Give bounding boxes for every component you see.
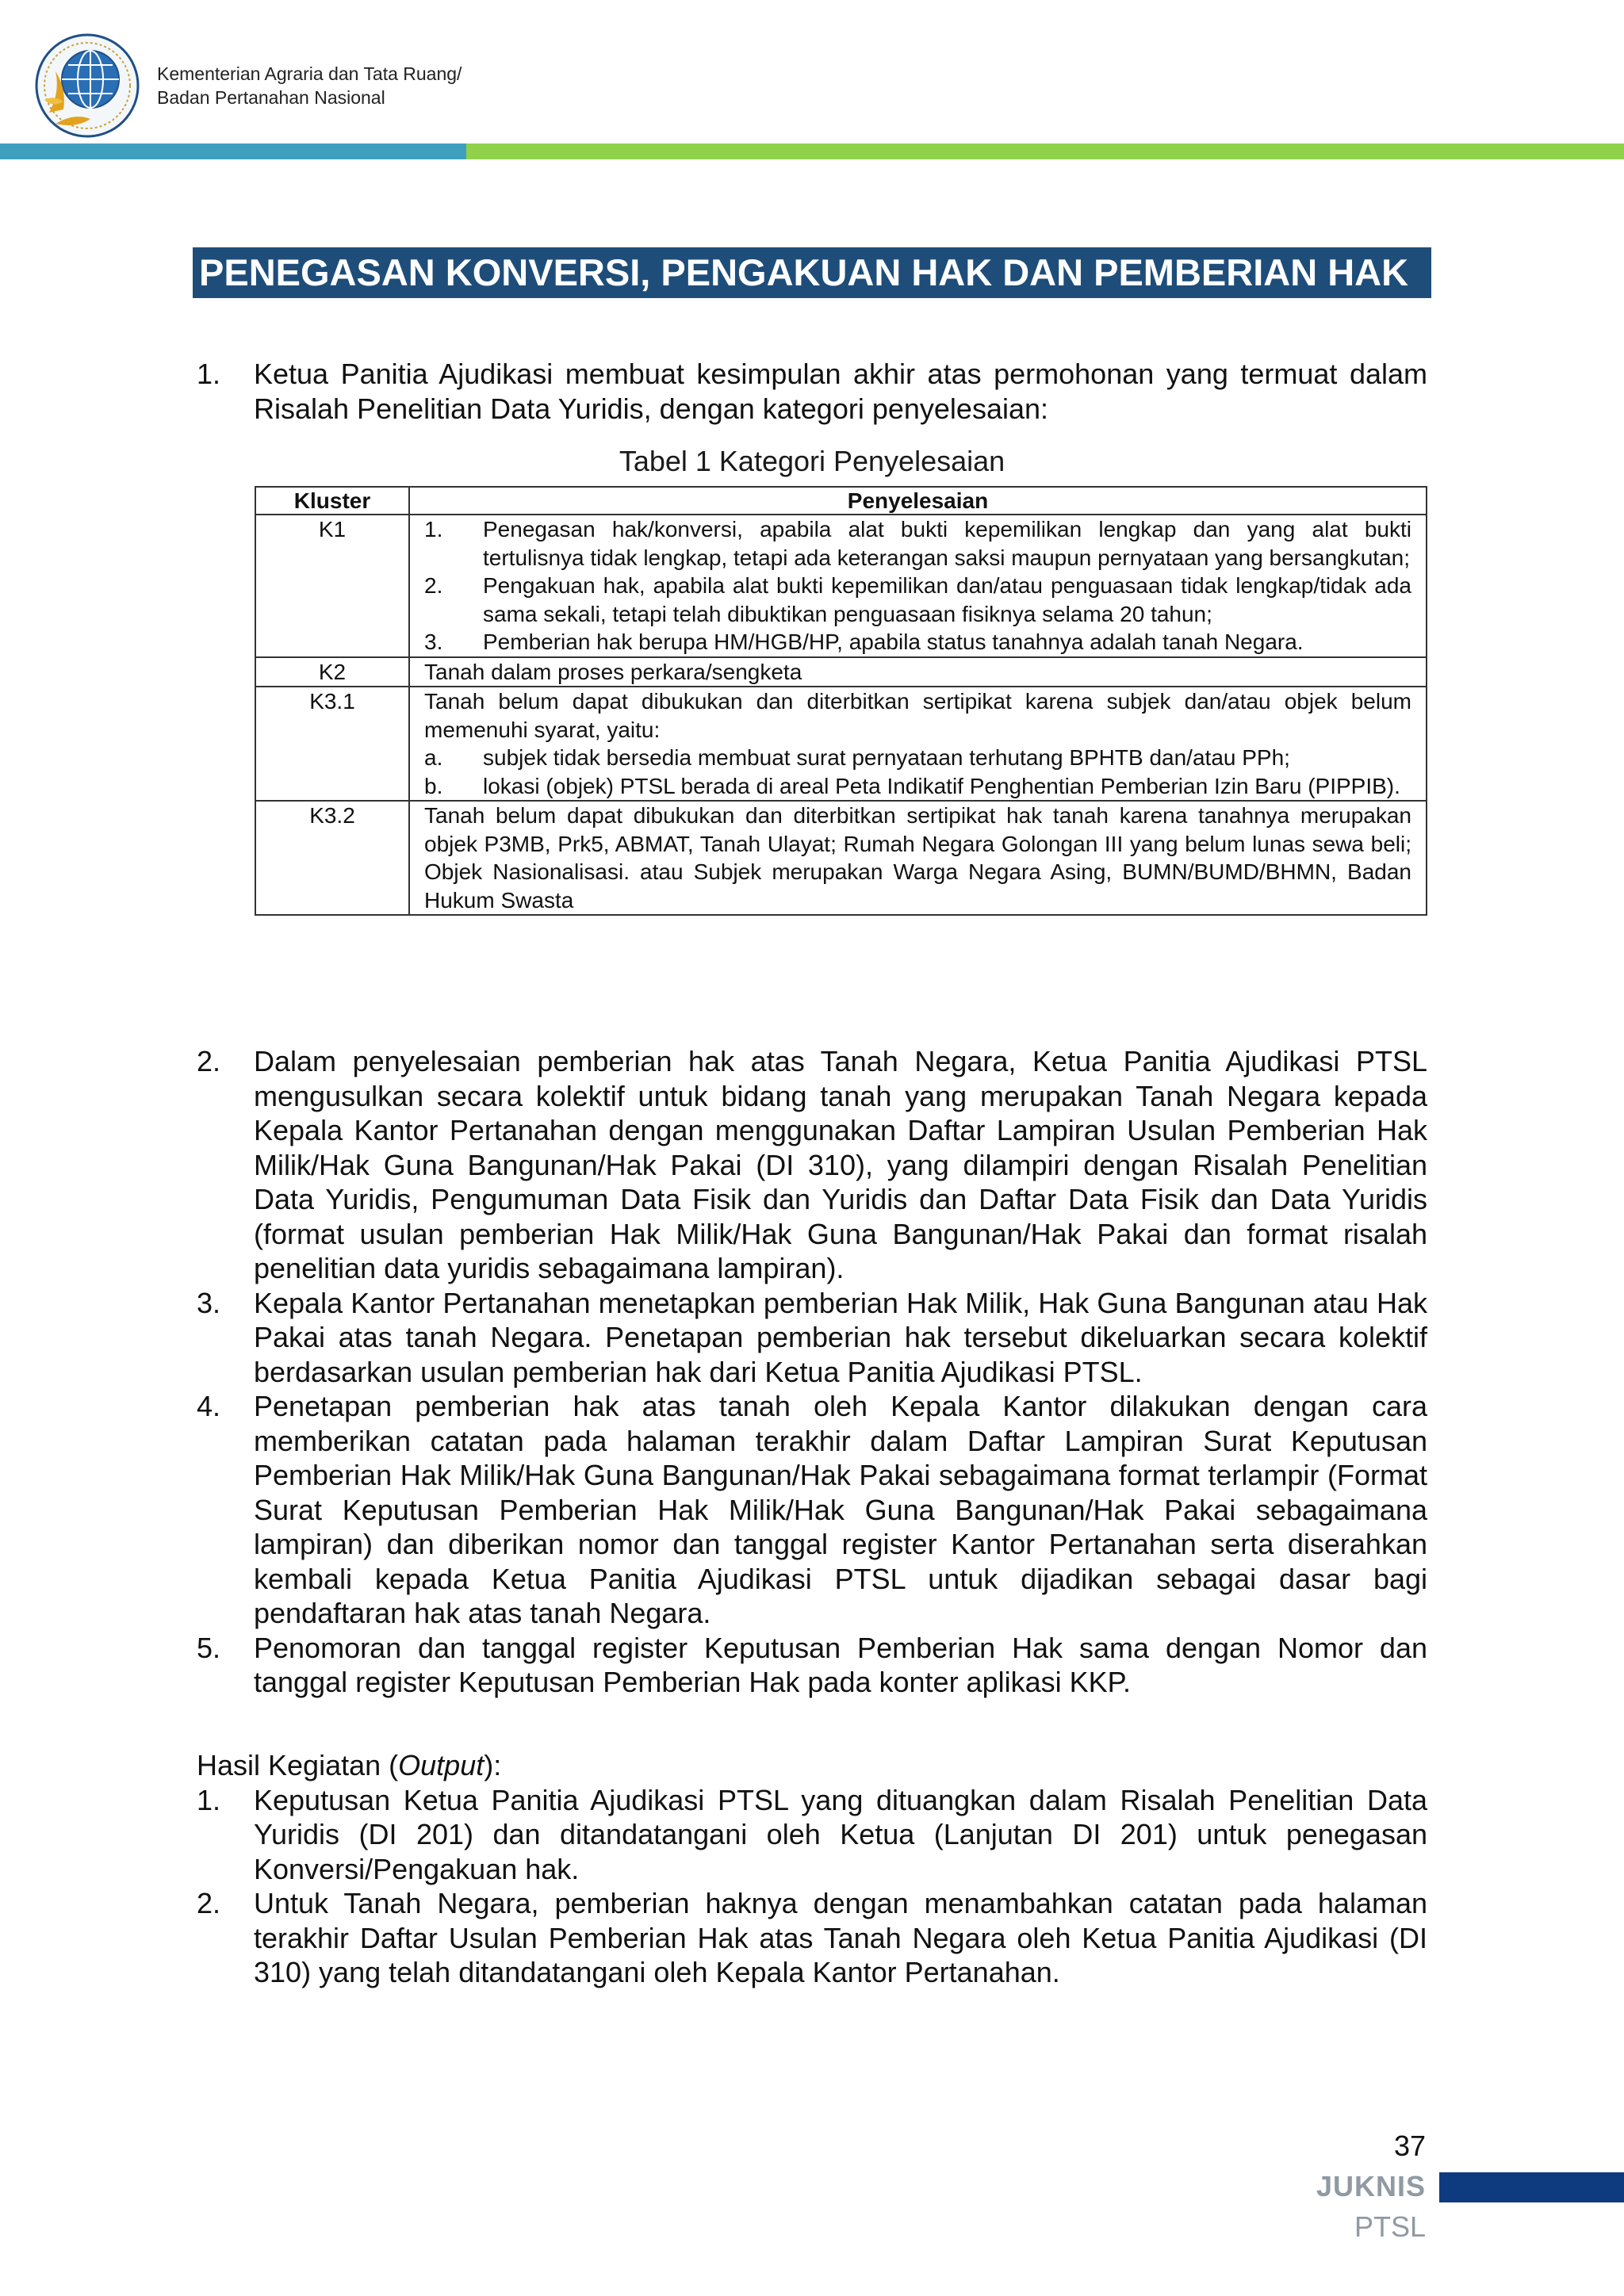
item-text: Ketua Panitia Ajudikasi membuat kesimpulan akhir atas permohonan yang termuat dalam Risalah Penelitian Data Yuridis, dengan kategori penyelesaian: [254,358,1427,425]
item-text: Kepala Kantor Pertanahan menetapkan pemberian Hak Milik, Hak Guna Bangunan atau Hak Pakai atas tanah Negara. Penetapan pemberian hak tersebut dikeluarkan secara kolektif berdasarkan usulan pemberian hak dari Ketua Panitia Ajudikasi PTSL. [254,1286,1427,1388]
table-header-row [255,487,1427,515]
item-text: Dalam penyelesaian pemberian hak atas Tanah Negara, Ketua Panitia Ajudikasi PTSL mengusulkan secara kolektif untuk bidang tanah yang merupakan Tanah Negara kepada Kepala Kantor Pertanahan dengan menggunakan Daftar Lampiran Usulan Pemberian Hak Milik/Hak Guna Bangunan/Hak Pakai (DI 310), yang dilampiri dengan Risalah Penelitian Data Yuridis, Pengumuman Data Fisik dan Yuridis dan Daftar Data Fisik dan Data Yuridis (format usulan pemberian Hak Milik/Hak Guna Bangunan/Hak Pakai dan format risalah penelitian data yuridis sebagaimana lampiran). [254,1045,1427,1284]
list-item [424,572,1411,628]
list-item-text: lokasi (objek) PTSL berada di areal Peta Indikatif Penghentian Pemberian Izin Baru (PIPPIB). [483,773,1400,798]
item-1 [197,357,1427,426]
footer-juknis: JUKNIS [1316,2170,1426,2202]
list-item [197,1044,1427,1286]
list-item [197,1886,1427,1990]
penyelesaian-cell: Tanah dalam proses perkara/sengketa [409,657,1427,687]
table-caption: Tabel 1 Kategori Penyelesaian [619,445,1005,477]
list-item [197,1783,1427,1887]
item-number: 2. [197,1887,221,1919]
col-header-penyelesaian: Penyelesaian [409,487,1427,515]
item-text: Penomoran dan tanggal register Keputusan Pemberian Hak sama dengan Nomor dan tanggal register Keputusan Pemberian Hak pada konter aplikasi KKP. [254,1631,1427,1698]
table-row [255,657,1427,687]
header-band-green [466,144,1624,159]
item-number: 1. [197,358,221,390]
kluster-cell: K3.1 [255,687,409,801]
item-number: 1. [197,1783,221,1816]
section-title: PENEGASAN KONVERSI, PENGAKUAN HAK DAN PEMBERIAN HAK [193,247,1431,298]
footer-bar [1439,2172,1624,2202]
list-item [197,1389,1427,1631]
output-heading [197,1748,1427,1783]
kluster-cell: K1 [255,515,409,657]
header-org-line-2: Badan Pertanahan Nasional [157,87,385,108]
list-item [424,772,1411,801]
list-item-text: Penegasan hak/konversi, apabila alat bukti kepemilikan lengkap dan yang alat bukti tertulisnya tidak lengkap, tetapi ada keterangan saksi maupun pernyataan yang bersangkutan; [483,517,1411,570]
item-text: Penetapan pemberian hak atas tanah oleh Kepala Kantor dilakukan dengan cara memberikan catatan pada halaman terakhir dalam Daftar Lampiran Surat Keputusan Pemberian Hak Milik/Hak Guna Bangunan/Hak Pakai sebagaimana format terlampir (Format Surat Keputusan Pemberian Hak Milik/Hak Guna Bangunan/Hak Pakai sebagaimana lampiran) dan diberikan nomor dan tanggal register Kantor Pertanahan serta diserahkan kembali kepada Ketua Panitia Ajudikasi PTSL untuk dijadikan sebagai dasar bagi pendaftaran hak atas tanah Negara. [254,1390,1427,1629]
item-number: 3. [197,1286,221,1319]
list-item [424,628,1411,656]
list-item-text: Pengakuan hak, apabila alat bukti kepemilikan dan/atau penguasaan tidak lengkap/tidak ada sama sekali, tetapi telah dibuktikan penguasaan fisiknya selama 20 tahun; [483,573,1411,626]
footer-ptsl: PTSL [1354,2210,1426,2243]
item-number: 5. [197,1631,221,1664]
output-section [197,1748,1427,1990]
table-row [255,687,1427,801]
list-item-number: 2. [424,573,443,598]
ministry-logo-icon [32,30,143,141]
table-row [255,515,1427,657]
list-item-number: 1. [424,517,443,541]
list-item [197,1286,1427,1390]
list-item-number: b. [424,773,443,798]
list-item [424,515,1411,572]
list-item-text: subjek tidak bersedia membuat surat pernyataan terhutang BPHTB dan/atau PPh; [483,745,1290,770]
output-heading-italic: Output [398,1749,485,1781]
header-band-blue [0,144,466,159]
item-text: Keputusan Ketua Panitia Ajudikasi PTSL yang dituangkan dalam Risalah Penelitian Data Yuridis (DI 201) dan ditandatangani oleh Ketua (Lanjutan DI 201) untuk penegasan Konversi/Pengakuan hak. [254,1783,1427,1885]
list-item [197,1631,1427,1700]
penyelesaian-cell [409,515,1427,657]
list-item-number: 3. [424,629,443,654]
penyelesaian-cell [409,687,1427,801]
list-item [424,744,1411,772]
penyelesaian-cell: Tanah belum dapat dibukukan dan diterbitkan sertipikat hak tanah karena tanahnya merupakan objek P3MB, Prk5, ABMAT, Tanah Ulayat; Rumah Negara Golongan III yang belum lunas sewa beli; Objek Nasionalisasi. atau Subjek merupakan Warga Negara Asing, BUMN/BUMD/BHMN, Badan Hukum Swasta [409,801,1427,915]
output-heading-suffix: ): [484,1749,502,1781]
list-item-text: Pemberian hak berupa HM/HGB/HP, apabila status tanahnya adalah tanah Negara. [483,629,1304,654]
cell-intro-text: Tanah belum dapat dibukukan dan diterbitkan sertipikat karena subjek dan/atau objek belum memenuhi syarat, yaitu: [424,689,1411,742]
table-row [255,801,1427,915]
category-table [255,486,1427,916]
kluster-cell: K2 [255,657,409,687]
page-number: 37 [1393,2130,1426,2162]
kluster-cell: K3.2 [255,801,409,915]
header-org-line-1: Kementerian Agraria dan Tata Ruang/ [157,63,462,84]
item-number: 2. [197,1045,221,1077]
items-list [197,1044,1427,1700]
item-text: Untuk Tanah Negara, pemberian haknya dengan menambahkan catatan pada halaman terakhir Daftar Usulan Pemberian Hak atas Tanah Negara oleh Ketua Panitia Ajudikasi (DI 310) yang telah ditandatangani oleh Kepala Kantor Pertanahan. [254,1887,1427,1988]
col-header-kluster: Kluster [255,487,409,515]
output-heading-prefix: Hasil Kegiatan ( [197,1749,399,1781]
list-item-number: a. [424,745,443,770]
item-number: 4. [197,1390,221,1422]
